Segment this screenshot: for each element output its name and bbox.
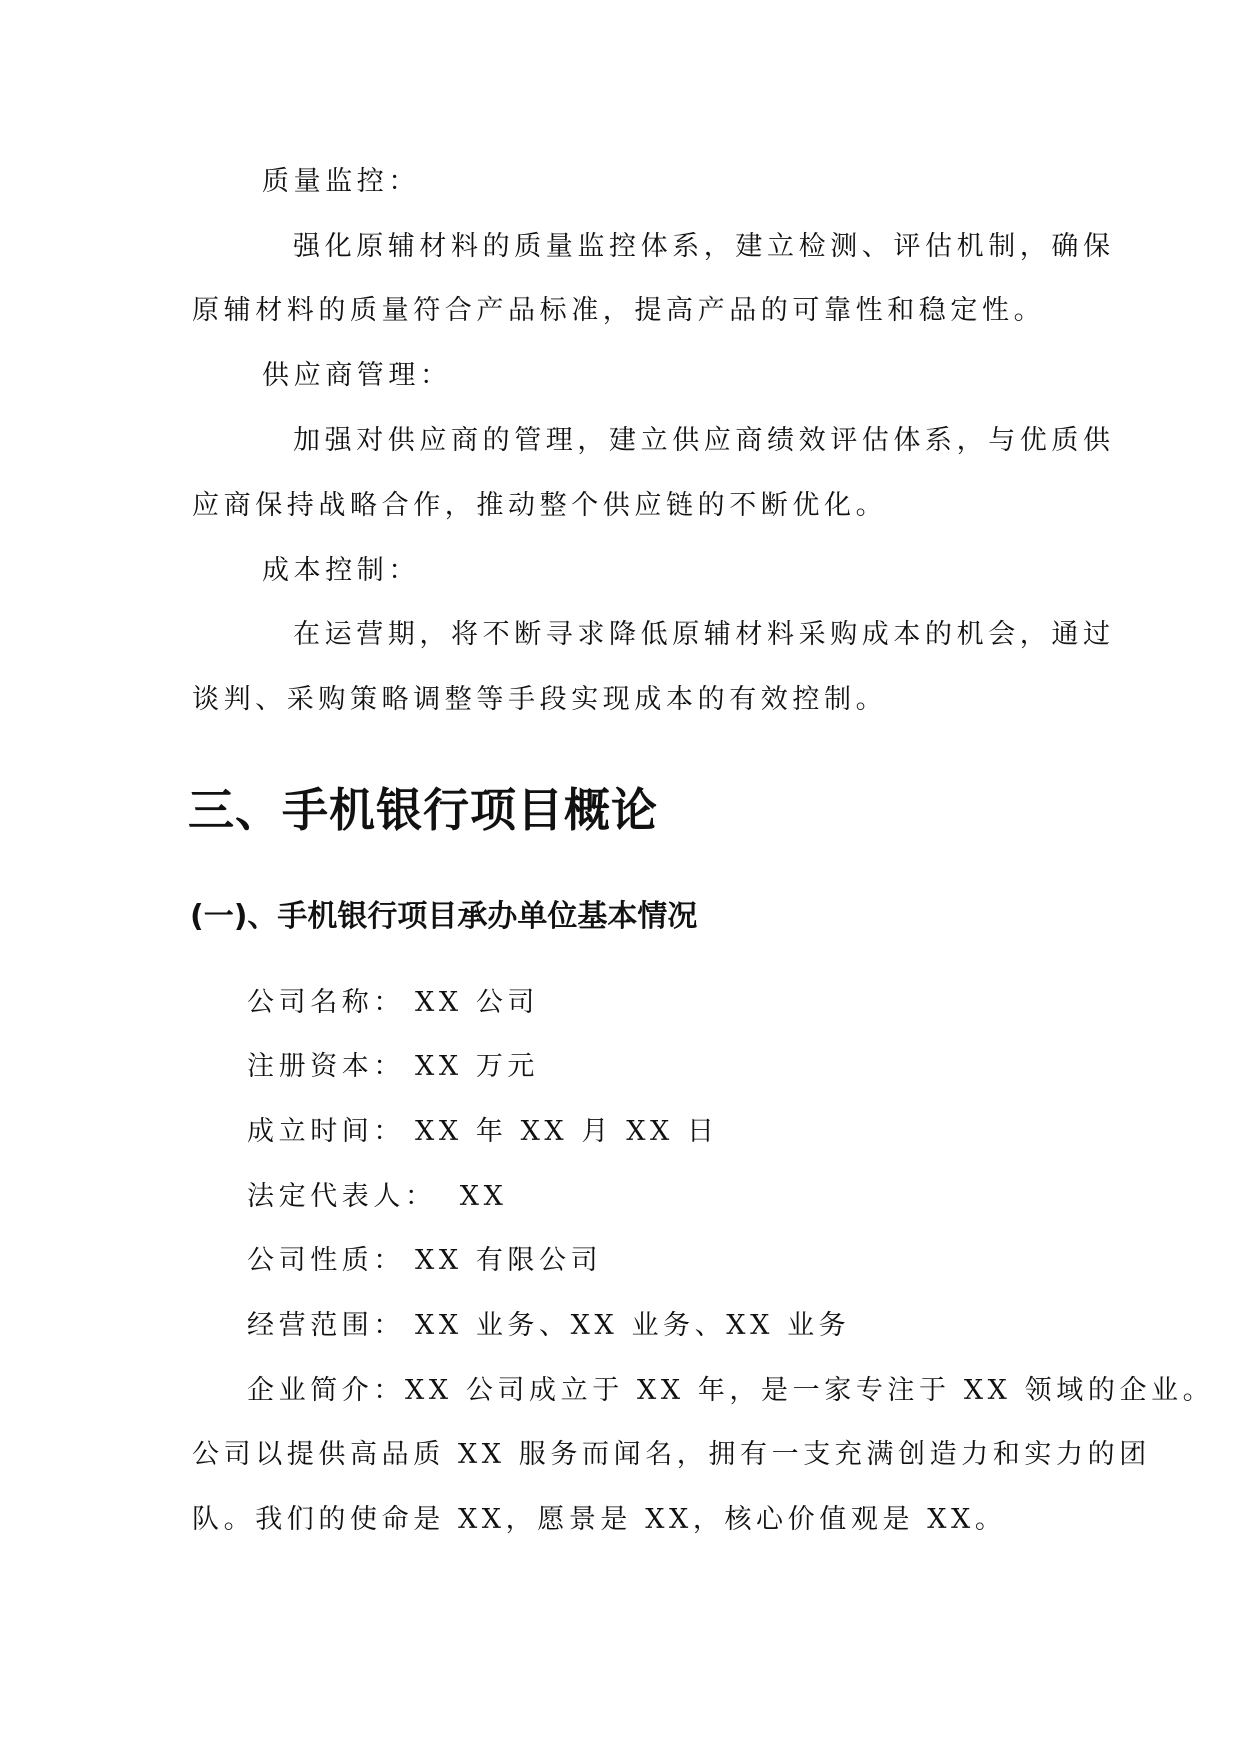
registered-capital-label: 注册资本： — [247, 1051, 405, 1082]
registered-capital-row — [247, 1049, 539, 1085]
cost-control-text-line-1: 在运营期，将不断寻求降低原辅材料采购成本的机会，通过 — [293, 619, 1115, 650]
supplier-management-text-line-1: 加强对供应商的管理，建立供应商绩效评估体系，与优质供 — [293, 425, 1115, 456]
registered-capital-value: XX 万元 — [415, 1051, 540, 1082]
company-type-value: XX 有限公司 — [415, 1245, 603, 1276]
company-type-row — [247, 1243, 602, 1279]
chapter-heading: 三、手机银行项目概论 — [188, 783, 658, 837]
company-name-value: XX 公司 — [415, 987, 540, 1018]
business-scope-row — [247, 1308, 850, 1344]
company-intro-line-2: 公司以提供高品质 XX 服务而闻名，拥有一支充满创造力和实力的团 — [192, 1439, 1151, 1470]
cost-control-label: 成本控制： — [262, 555, 420, 586]
company-intro-line-1: 企业简介：XX 公司成立于 XX 年，是一家专注于 XX 领域的企业。 — [247, 1375, 1215, 1406]
quality-monitoring-text-line-2: 原辅材料的质量符合产品标准，提高产品的可靠性和稳定性。 — [192, 295, 1046, 326]
company-name-label: 公司名称： — [247, 987, 405, 1018]
supplier-management-text-line-2: 应商保持战略合作，推动整个供应链的不断优化。 — [192, 490, 888, 521]
established-date-row — [247, 1114, 719, 1150]
company-intro-line-3: 队。我们的使命是 XX，愿景是 XX，核心价值观是 XX。 — [192, 1504, 1007, 1535]
established-date-value: XX 年 XX 月 XX 日 — [415, 1116, 719, 1147]
legal-representative-value: XX — [446, 1181, 508, 1212]
established-date-label: 成立时间： — [247, 1116, 405, 1147]
business-scope-value: XX 业务、XX 业务、XX 业务 — [415, 1310, 851, 1341]
supplier-management-label: 供应商管理： — [262, 360, 452, 391]
company-type-label: 公司性质： — [247, 1245, 405, 1276]
legal-representative-label: 法定代表人： — [247, 1181, 437, 1212]
quality-monitoring-label: 质量监控： — [262, 166, 420, 197]
subsection-heading: (一)、手机银行项目承办单位基本情况 — [190, 899, 698, 934]
cost-control-text-line-2: 谈判、采购策略调整等手段实现成本的有效控制。 — [192, 684, 888, 715]
business-scope-label: 经营范围： — [247, 1310, 405, 1341]
legal-representative-row — [247, 1179, 507, 1215]
company-name-row — [247, 985, 539, 1021]
quality-monitoring-text-line-1: 强化原辅材料的质量监控体系，建立检测、评估机制，确保 — [293, 231, 1115, 262]
